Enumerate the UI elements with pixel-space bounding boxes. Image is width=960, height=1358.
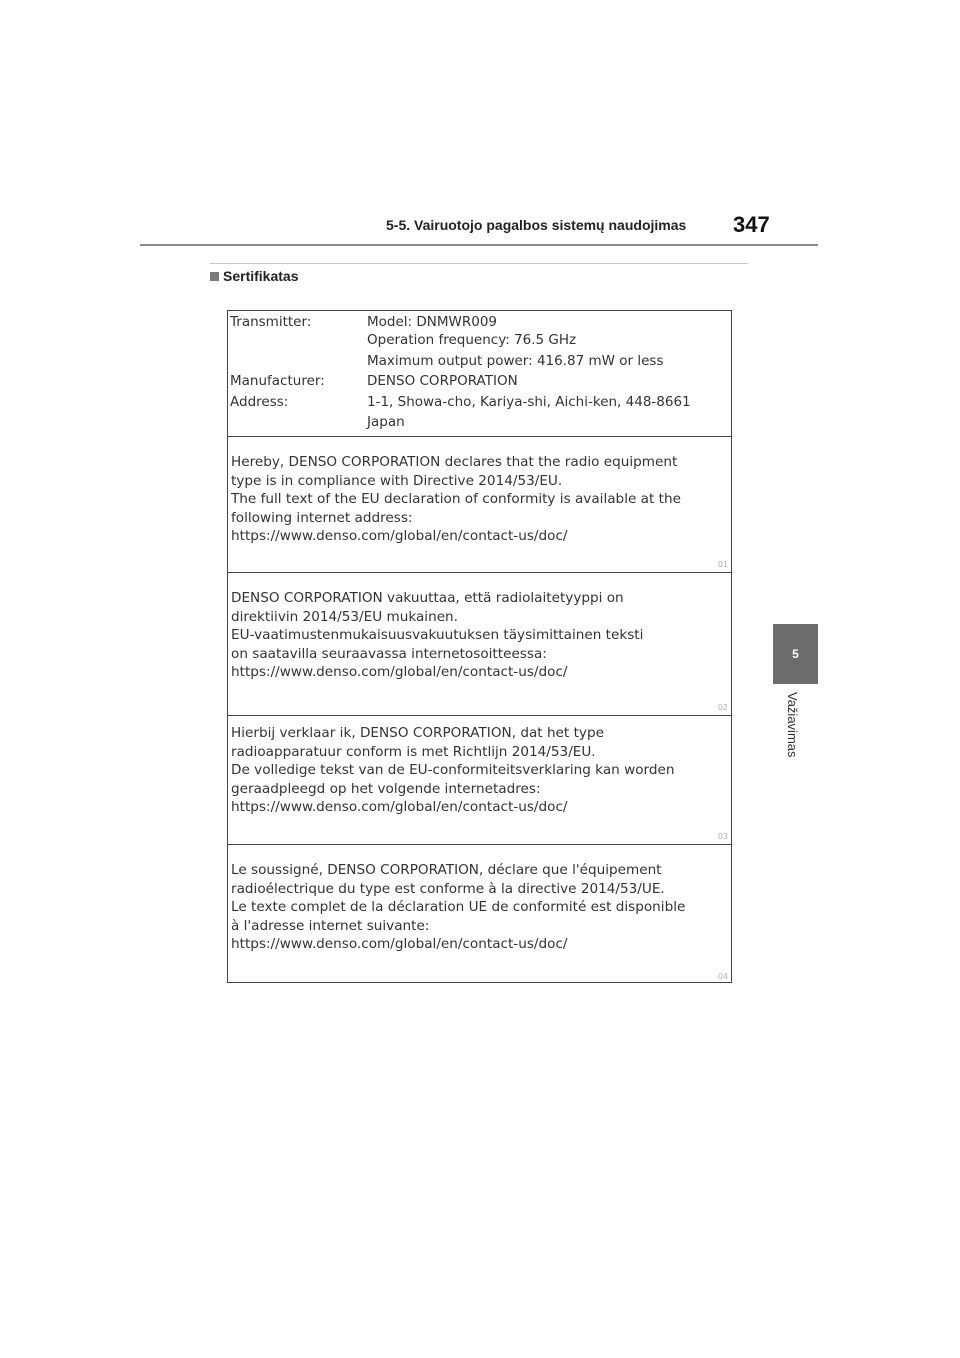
spec-label: Transmitter: <box>230 314 312 330</box>
spec-label: Address: <box>230 394 289 410</box>
spec-value: Maximum output power: 416.87 mW or less <box>367 353 664 369</box>
declaration-panel-en <box>228 437 731 573</box>
section-heading-text: Sertifikatas <box>223 268 299 284</box>
page-number: 347 <box>733 212 770 237</box>
spec-label: Manufacturer: <box>230 373 325 389</box>
declaration-panel-nl <box>228 716 731 845</box>
declaration-text: Le soussigné, DENSO CORPORATION, déclare que l'équipement radioélectrique du type est conforme à la directive 2014/53/UE. Le texte complet de la déclaration UE de conformité est disponible à l'adresse internet suivante: https://www.denso.com/global/en/contact-us/doc/ <box>231 862 686 953</box>
spec-value: 1-1, Showa-cho, Kariya-shi, Aichi-ken, 448-8661 <box>367 394 691 410</box>
chapter-tab: 5 <box>773 624 818 684</box>
declaration-code: 03 <box>717 832 728 841</box>
section-divider <box>210 263 748 264</box>
chapter-title: 5-5. Vairuotojo pagalbos sistemų naudojimas <box>386 217 687 233</box>
declaration-code: 02 <box>717 703 728 712</box>
declaration-code: 01 <box>717 560 728 569</box>
declaration-text: Hierbij verklaar ik, DENSO CORPORATION, dat het type radioapparatuur conform is met Richtlijn 2014/53/EU. De volledige tekst van de EU-conformiteitsverklaring kan worden geraadpleegd op het volgende internetadres: https://www.denso.com/global/en/contact-us/doc/ <box>231 725 675 816</box>
spec-value: Model: DNMWR009 <box>367 314 498 330</box>
square-bullet-icon <box>210 272 219 281</box>
header-divider <box>140 244 818 246</box>
spec-value: DENSO CORPORATION <box>367 373 518 389</box>
declaration-panel-fr <box>228 845 731 984</box>
spec-value: Operation frequency: 76.5 GHz <box>367 332 577 348</box>
declaration-text: Hereby, DENSO CORPORATION declares that the radio equipment type is in compliance with Directive 2014/53/EU. The full text of the EU declaration of conformity is available at the following internet address: https://www.denso.com/global/en/contact-us/doc/ <box>231 454 681 545</box>
declaration-code: 04 <box>717 972 728 981</box>
spec-value: Japan <box>367 414 405 430</box>
section-heading <box>210 268 298 284</box>
transmitter-spec-panel <box>228 311 731 437</box>
declaration-panel-fi <box>228 573 731 716</box>
declaration-text: DENSO CORPORATION vakuuttaa, että radiolaitetyyppi on direktiivin 2014/53/EU mukainen. EU-vaatimustenmukaisuusvakuutuksen täysimittainen teksti on saatavilla seuraavassa internetosoitteessa: https://www.denso.com/global/en/contact-us/doc/ <box>231 590 644 681</box>
chapter-tab-label: Važiavimas <box>785 692 800 758</box>
certificate-box <box>227 310 732 983</box>
